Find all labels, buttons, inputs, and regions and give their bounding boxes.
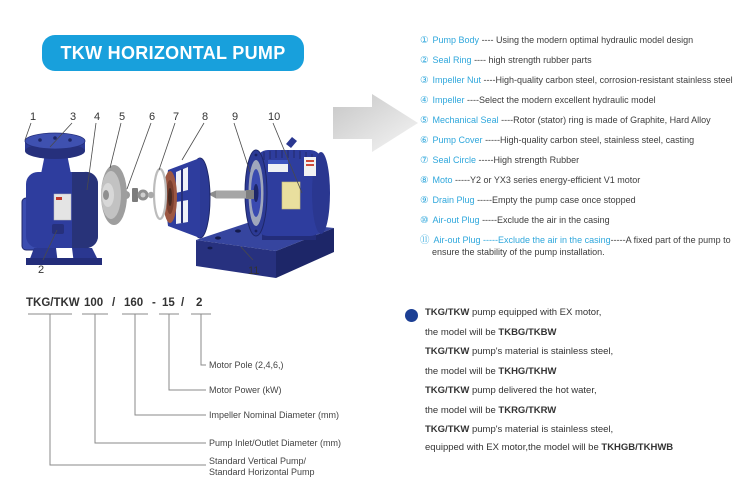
variant-line bbox=[425, 362, 753, 382]
parts-list-item bbox=[420, 130, 756, 150]
model-prefix: TKG/TKW bbox=[26, 297, 80, 309]
seal-circle bbox=[154, 169, 166, 219]
variant-line bbox=[425, 323, 753, 343]
page-title: TKW HORIZONTAL PUMP bbox=[60, 42, 286, 63]
part-description: ---- high strength rubber parts bbox=[471, 55, 592, 65]
item-number: ⑪ bbox=[420, 235, 430, 246]
item-number: ⑨ bbox=[420, 195, 429, 206]
parts-list-item bbox=[420, 210, 756, 230]
variant-code: TKHGB/TKHWB bbox=[601, 441, 674, 453]
part-description: ----High-quality carbon steel, corrosion-resistant stainless steel bbox=[481, 75, 733, 85]
part-description: -----Empty the pump case once stopped bbox=[474, 195, 636, 205]
label-standard-pump-2: Standard Horizontal Pump bbox=[209, 467, 315, 477]
model-impeller: 160 bbox=[124, 297, 144, 309]
item-number: ① bbox=[420, 35, 429, 46]
callout-5: 5 bbox=[119, 111, 126, 123]
item-number: ⑥ bbox=[420, 135, 429, 146]
variant-code: TKG/TKW bbox=[425, 346, 470, 357]
variant-line bbox=[425, 342, 753, 362]
model-code-diagram bbox=[20, 292, 365, 492]
variant-line bbox=[425, 303, 753, 323]
callout-4: 4 bbox=[94, 111, 101, 123]
part-description: ----Select the modern excellent hydraulic model bbox=[464, 95, 656, 105]
variant-code: TKHG/TKHW bbox=[498, 365, 557, 377]
arrow-right-icon bbox=[333, 94, 418, 152]
motor-shaft bbox=[208, 190, 254, 199]
callout-2: 2 bbox=[38, 264, 45, 276]
item-number: ⑩ bbox=[420, 215, 429, 226]
variant-text: pump equipped with EX motor, bbox=[469, 307, 602, 318]
pump-cover bbox=[163, 158, 210, 238]
callout-1: 1 bbox=[30, 111, 37, 123]
label-motor-pole: Motor Pole (2,4,6,) bbox=[209, 360, 284, 370]
pump-exploded-diagram bbox=[10, 90, 422, 290]
parts-list-item bbox=[420, 50, 756, 70]
model-slash1: / bbox=[112, 297, 116, 309]
part-name: Air-out Plug bbox=[432, 215, 480, 225]
item-number: ⑤ bbox=[420, 115, 429, 126]
callout-7: 7 bbox=[173, 111, 180, 123]
variant-code: TKG/TKW bbox=[425, 424, 470, 435]
part-name: Impeller bbox=[432, 95, 465, 105]
item-number: ② bbox=[420, 55, 429, 66]
variant-line bbox=[425, 420, 753, 440]
part-description: -----Y2 or YX3 series energy-efficient V1 motor bbox=[452, 175, 641, 185]
motor bbox=[245, 137, 330, 240]
model-inlet: 100 bbox=[84, 297, 104, 309]
item-number: ⑧ bbox=[420, 175, 429, 186]
model-pole: 2 bbox=[196, 297, 203, 309]
callout-9: 9 bbox=[232, 111, 239, 123]
parts-list-item bbox=[420, 30, 756, 50]
part-name: Impeller Nut bbox=[432, 75, 482, 85]
variants-lines bbox=[425, 303, 753, 455]
label-inlet-outlet: Pump Inlet/Outlet Diameter (mm) bbox=[209, 438, 342, 448]
item-number: ⑦ bbox=[420, 155, 429, 166]
callout-8: 8 bbox=[202, 111, 209, 123]
part-description: -----Exclude the air in the casing bbox=[479, 215, 610, 225]
label-motor-power: Motor Power (kW) bbox=[209, 385, 282, 395]
part-description: ----Rotor (stator) ring is made of Graphite, Hard Alloy bbox=[498, 115, 711, 125]
variant-text: the model will be bbox=[425, 365, 499, 377]
part-description: -----High-quality carbon steel, stainless steel, casting bbox=[482, 135, 695, 145]
parts-list-item bbox=[420, 235, 756, 258]
part-name: Air-out Plug -----Exclude the air in the casing bbox=[433, 235, 611, 245]
part-name: Drain Plug bbox=[432, 195, 475, 205]
callout-11: 11 bbox=[248, 265, 260, 277]
item-number: ④ bbox=[420, 95, 429, 106]
part-name: Seal Circle bbox=[432, 155, 477, 165]
variant-code: TKBG/TKBW bbox=[498, 326, 557, 338]
part-name: Pump Body bbox=[432, 35, 480, 45]
model-slash2: / bbox=[181, 297, 185, 309]
part-description: -----High strength Rubber bbox=[476, 155, 580, 165]
variant-code: TKG/TKW bbox=[425, 385, 470, 396]
variant-code: TKRG/TKRW bbox=[498, 404, 557, 416]
part-name: Moto bbox=[432, 175, 453, 185]
parts-list-item bbox=[420, 70, 756, 90]
parts-list-item bbox=[420, 90, 756, 110]
variants-block bbox=[403, 303, 753, 455]
parts-list-item bbox=[420, 110, 756, 130]
callout-10: 10 bbox=[268, 111, 281, 123]
title-banner bbox=[42, 35, 304, 71]
label-impeller-diameter: Impeller Nominal Diameter (mm) bbox=[209, 410, 340, 420]
variant-text: pump delivered the hot water, bbox=[469, 385, 597, 396]
model-power: 15 bbox=[162, 297, 175, 309]
part-description: ---- Using the modern optimal hydraulic model design bbox=[479, 35, 694, 45]
callout-6: 6 bbox=[149, 111, 156, 123]
callout-3: 3 bbox=[70, 111, 77, 123]
parts-list-item bbox=[420, 190, 756, 210]
part-name: Seal Ring bbox=[432, 55, 472, 65]
variant-code: TKG/TKW bbox=[425, 307, 470, 318]
variant-text: pump's material is stainless steel, bbox=[469, 346, 614, 357]
part-name: Pump Cover bbox=[432, 135, 483, 145]
label-standard-pump-1: Standard Vertical Pump/ bbox=[209, 456, 307, 466]
variant-text: the model will be bbox=[425, 326, 499, 338]
part-description: -----A fixed part of the pump to ensure the stability of the pump installation. bbox=[432, 235, 731, 257]
parts-list-item bbox=[420, 150, 756, 170]
bullet-icon bbox=[405, 309, 418, 322]
variant-text: the model will be bbox=[425, 404, 499, 416]
part-name: Mechanical Seal bbox=[432, 115, 499, 125]
variant-line bbox=[425, 440, 753, 455]
variant-line bbox=[425, 381, 753, 401]
parts-list bbox=[420, 30, 756, 258]
parts-list-item bbox=[420, 170, 756, 190]
variant-text: equipped with EX motor,the model will be bbox=[425, 441, 602, 453]
model-code-lines bbox=[28, 314, 211, 465]
variant-line bbox=[425, 401, 753, 421]
item-number: ③ bbox=[420, 75, 429, 86]
pump-body bbox=[22, 133, 102, 265]
model-dash: - bbox=[152, 297, 156, 309]
impeller bbox=[101, 165, 127, 225]
variant-text: pump's material is stainless steel, bbox=[469, 424, 614, 435]
